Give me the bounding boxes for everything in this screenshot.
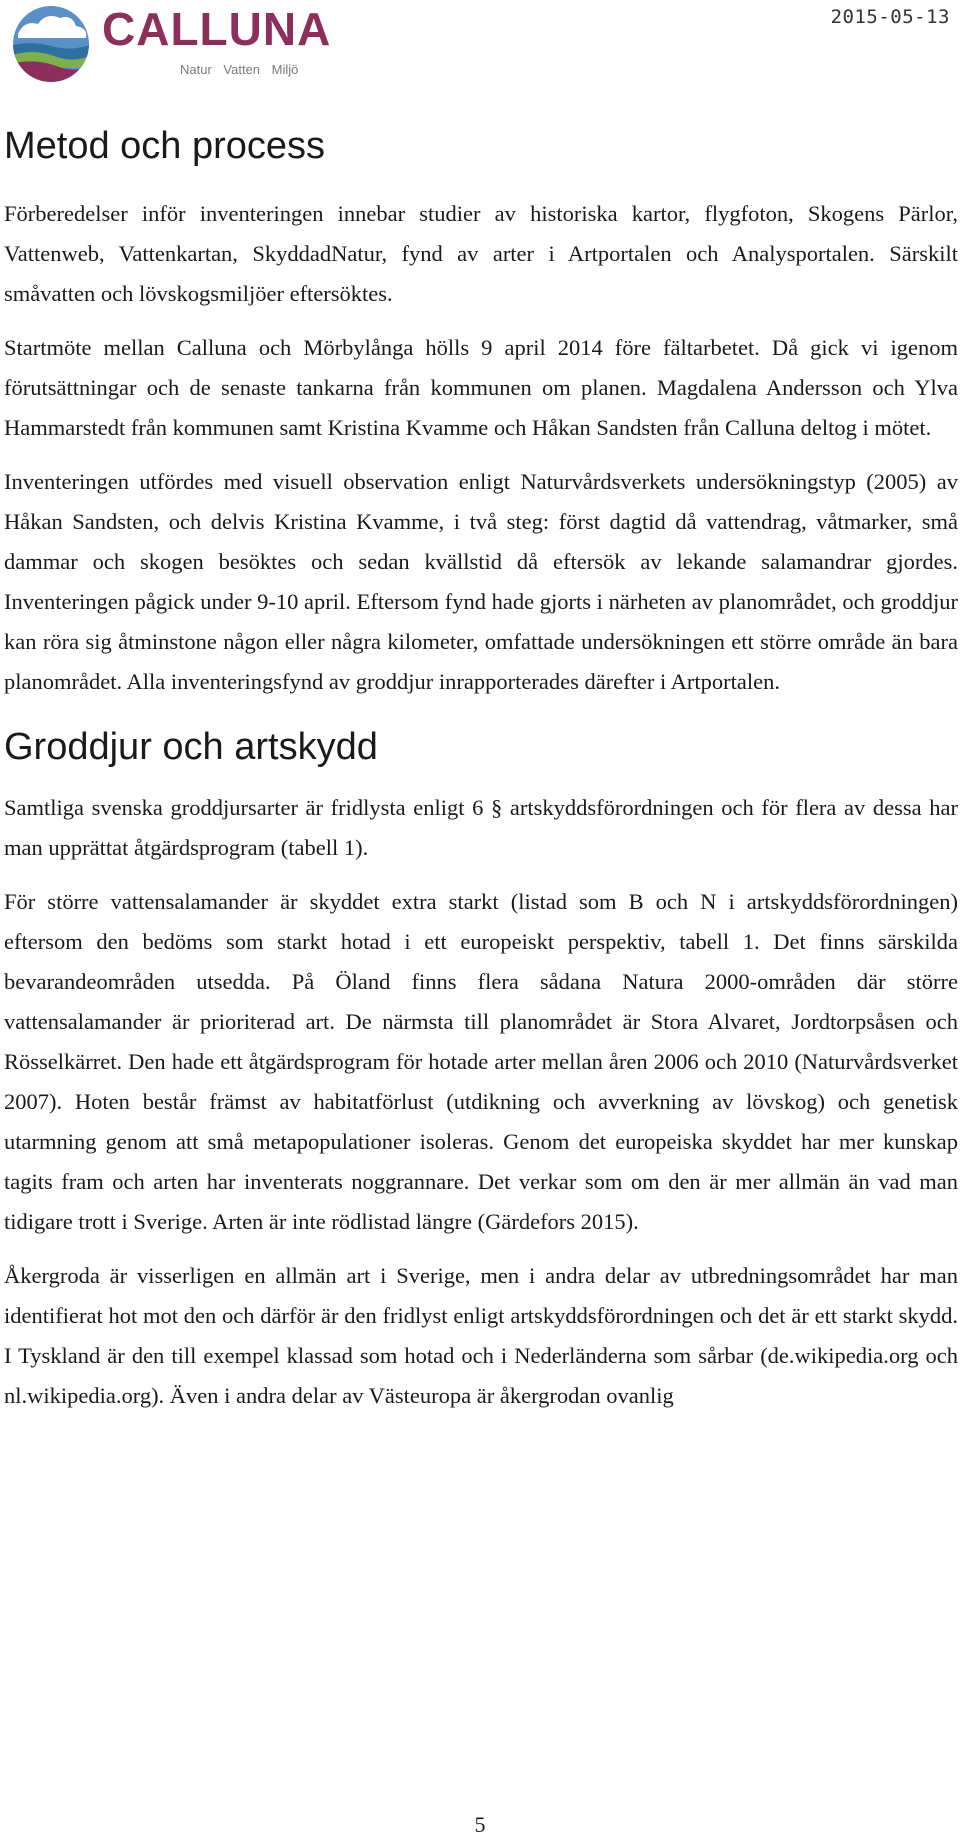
paragraph: Inventeringen utfördes med visuell observation enligt Naturvårdsverkets undersökningstyp (2005) av Håkan Sandsten, och delvis Kristina Kvamme, i två steg: först dagtid då vattendrag, våtmarker, små dammar och skogen besöktes och sedan kvällstid då eftersök av lekande salamandrar gjordes. Inventeringen pågick under 9-10 april. Eftersom fynd hade gjorts i närheten av planområdet, och groddjur kan röra sig åtminstone någon eller några kilometer, omfattade undersökningen ett större område än bara planområdet. Alla inventeringsfynd av groddjur inrapporterades därefter i Artportalen.	[4, 469, 958, 694]
paragraph: Startmöte mellan Calluna och Mörbylånga hölls 9 april 2014 före fältarbetet. Då gick vi igenom förutsättningar och de senaste tankarna från kommunen om planen. Magdalena Andersson och Ylva Hammarstedt från kommunen samt Kristina Kvamme och Håkan Sandsten från Calluna deltog i mötet.	[4, 335, 958, 440]
heading-metod-och-process: Metod och process	[4, 125, 326, 167]
paragraph: För större vattensalamander är skyddet extra starkt (listad som B och N i artskyddsförordningen) eftersom den bedöms som starkt hotad i ett europeiskt perspektiv, tabell 1. Det finns särskilda bevarandeområden utsedda. På Öland finns flera sådana Natura 2000-områden där större vattensalamander är prioriterad art. De närmsta till planområdet är Stora Alvaret, Jordtorpsåsen och Rösselkärret. Den hade ett åtgärdsprogram för hotade arter mellan åren 2006 och 2010 (Naturvårdsverket 2007). Hoten består främst av habitatförlust (utdikning och avverkning av lövskog) och genetisk utarmning genom att små metapopulationer isoleras. Genom det europeiska skyddet har mer kunskap tagits fram och arten har inventerats noggrannare. Det verkar som om den är mer allmän än vad man tidigare trott i Sverige. Arten är inte rödlistad längre (Gärdefors 2015).	[4, 889, 958, 1234]
page-number: 5	[474, 1812, 486, 1837]
document-body	[4, 118, 960, 1430]
paragraph: Åkergroda är visserligen en allmän art i Sverige, men i andra delar av utbredningsområdet har man identifierat hot mot den och därför är den fridlyst enligt artskyddsförordningen och det är ett starkt skydd. I Tyskland är den till exempel klassad som hotad och i Nederländerna som sårbar (de.wikipedia.org och nl.wikipedia.org). Även i andra delar av Västeuropa är åkergrodan ovanlig	[4, 1263, 958, 1408]
heading-groddjur-och-artskydd: Groddjur och artskydd	[4, 726, 378, 768]
paragraph: Förberedelser inför inventeringen innebar studier av historiska kartor, flygfoton, Skogens Pärlor, Vattenweb, Vattenkartan, SkyddadNatur, fynd av arter i Artportalen och Analysportalen. Särskilt småvatten och lövskogsmiljöer eftersöktes.	[4, 201, 958, 306]
document-date: 2015-05-13	[830, 6, 950, 28]
logo-tagline: Natur Vatten Miljö	[180, 62, 299, 77]
logo-wordmark: CALLUNA	[102, 3, 332, 55]
calluna-emblem-icon	[10, 4, 92, 84]
paragraph: Samtliga svenska groddjursarter är fridlysta enligt 6 § artskyddsförordningen och för flera av dessa har man upprättat åtgärdsprogram (tabell 1).	[4, 795, 958, 860]
calluna-logo	[10, 3, 332, 84]
page-header	[0, 0, 960, 100]
